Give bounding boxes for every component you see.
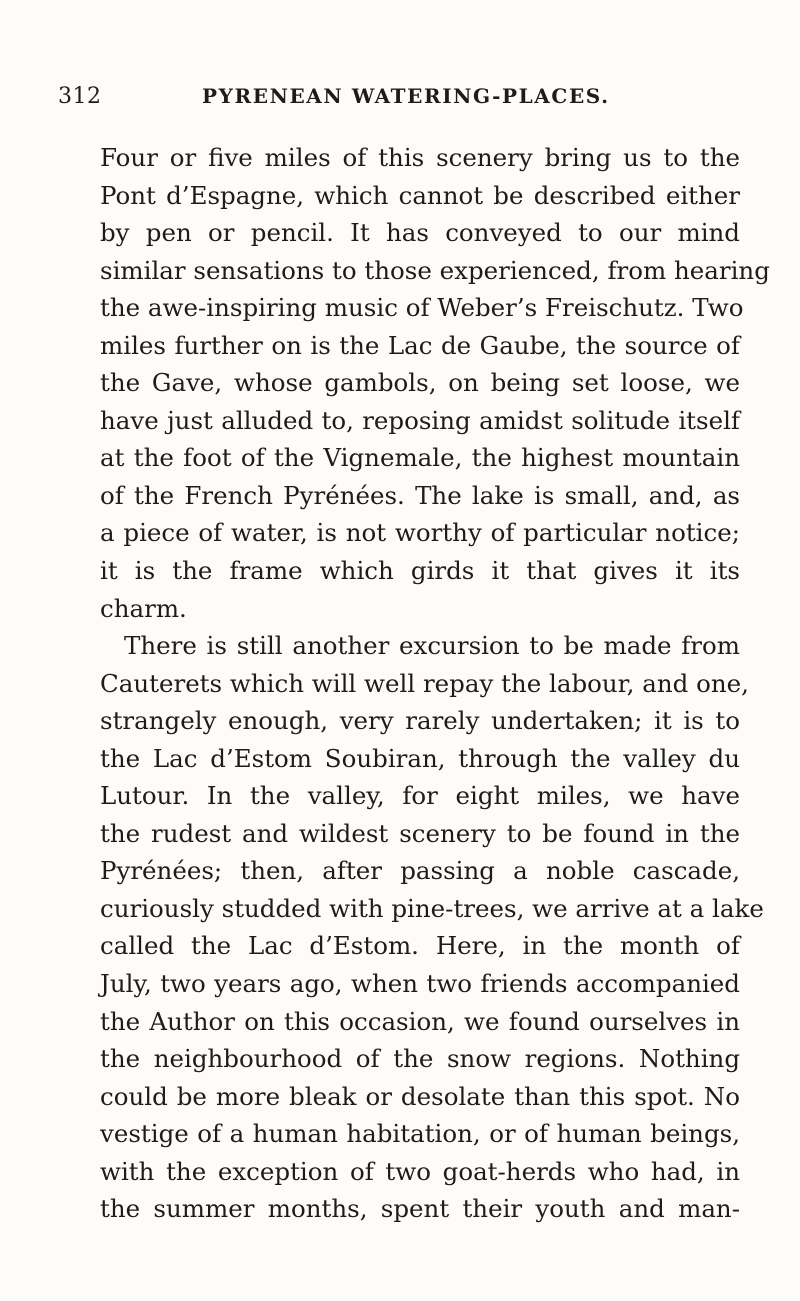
text-line: the summer months, spent their youth and man-: [100, 1194, 740, 1224]
text-line: vestige of a human habitation, or of human beings,: [100, 1119, 740, 1149]
text-line: the rudest and wildest scenery to be found in the: [100, 818, 740, 848]
text-line: it is the frame which girds it that gives it its: [100, 556, 740, 586]
text-line: with the exception of two goat-herds who had, in: [100, 1156, 740, 1186]
text-line: at the foot of the Vignemale, the highest mountain: [100, 443, 740, 473]
text-line: Pyrénées; then, after passing a noble cascade,: [100, 856, 740, 886]
text-line: the Lac d’Estom Soubiran, through the valley du: [100, 743, 740, 773]
paragraph-end-line: charm.: [100, 593, 187, 623]
text-line: the neighbourhood of the snow regions. Nothing: [100, 1044, 740, 1074]
running-head: [58, 84, 748, 118]
text-line: the Gave, whose gambols, on being set loose, we: [100, 368, 740, 398]
text-line: of the French Pyrénées. The lake is small, and, as: [100, 480, 740, 510]
text-line: Pont d’Espagne, which cannot be described either: [100, 180, 740, 210]
text-line: Four or five miles of this scenery bring us to the: [100, 143, 740, 172]
text-line: curiously studded with pine-trees, we arrive at a lake: [100, 893, 764, 923]
text-line: miles further on is the Lac de Gaube, the source of: [100, 330, 740, 360]
text-line: similar sensations to those experienced, from hearing: [100, 255, 770, 285]
text-line: Lutour. In the valley, for eight miles, we have: [100, 781, 740, 811]
body-text: [100, 139, 770, 1228]
text-line: called the Lac d’Estom. Here, in the month of: [100, 931, 740, 961]
text-line: have just alluded to, reposing amidst solitude itself: [100, 405, 740, 435]
text-line: the awe-inspiring music of Weber’s Freischutz. Two: [100, 293, 744, 323]
text-line: could be more bleak or desolate than this spot. No: [100, 1081, 740, 1111]
text-line: July, two years ago, when two friends accompanied: [100, 969, 740, 999]
running-title: PYRENEAN WATERING-PLACES.: [202, 84, 610, 108]
text-line: strangely enough, very rarely undertaken; it is to: [100, 706, 740, 736]
text-line: by pen or pencil. It has conveyed to our mind: [100, 218, 740, 248]
text-line: the Author on this occasion, we found ourselves in: [100, 1006, 740, 1036]
page-number: 312: [58, 84, 102, 109]
text-line: a piece of water, is not worthy of particular notice;: [100, 518, 740, 548]
paragraph-first-line: There is still another excursion to be made from: [124, 631, 740, 661]
text-line: Cauterets which will well repay the labour, and one,: [100, 668, 749, 698]
